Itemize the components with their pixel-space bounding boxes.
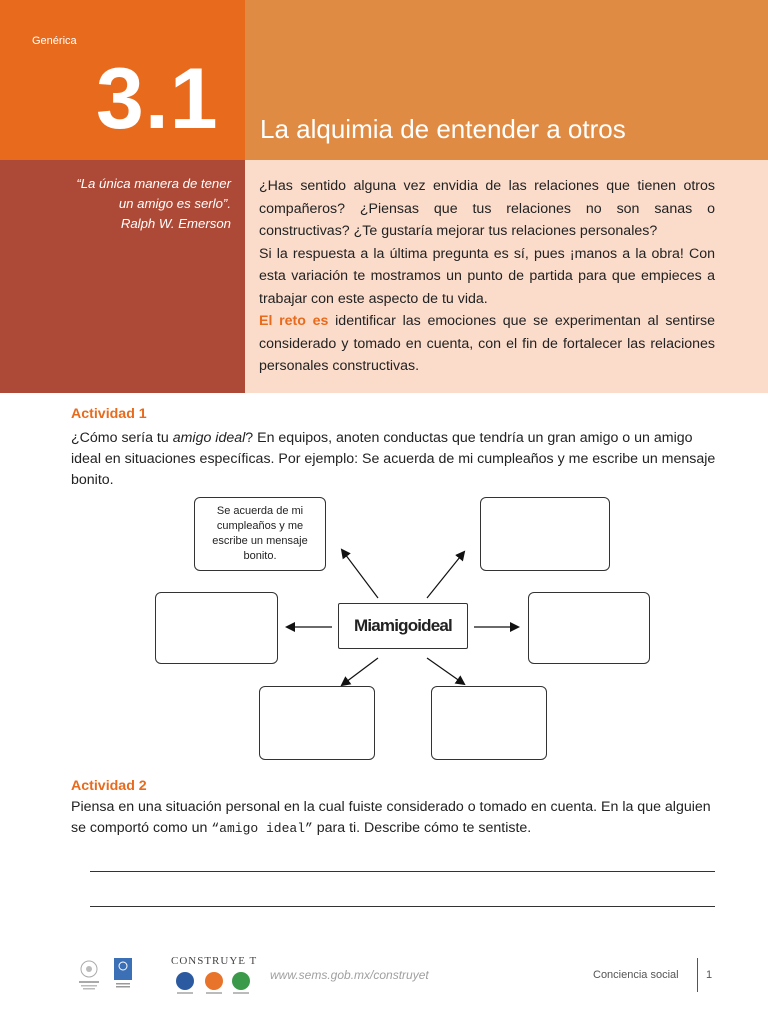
center-concept-label: Mi amigo ideal — [354, 616, 452, 635]
brand-wordmark: CONSTRUYE T — [171, 955, 258, 967]
arrow-top-left — [342, 550, 378, 598]
quote-line: “La única manera de tener — [76, 176, 231, 191]
activity2-instructions — [71, 797, 721, 839]
quote-line: un amigo es serlo”. — [118, 196, 231, 211]
arrow-bottom-left — [342, 658, 378, 685]
subject-label: Conciencia social — [593, 969, 679, 981]
lesson-number: 3.1 — [96, 51, 219, 147]
activity1-text: ? En equipos, anoten conductas que tendría un gran amigo o un amigo ideal en situaciones específicas. Por ejemplo: Se acuerda de mi cumpleaños y me escribe un mensaje bonito. — [71, 430, 716, 488]
arrow-top-right — [427, 552, 464, 598]
activity2-quoted-term: “amigo ideal” — [211, 821, 313, 836]
example-behavior-text: Se acuerda de mi cumpleaños y me escribe un mensaje bonito. — [212, 505, 308, 562]
intro-paragraph: ¿Has sentido alguna vez envidia de las relaciones que tienen otros compañeros? ¿Piensas que tus relaciones no son sanas o constructivas? ¿Te gustaría mejorar tus relaciones personales? — [259, 178, 715, 239]
activity2-text: para ti. Describe cómo te sentiste. — [312, 820, 532, 836]
answer-line[interactable] — [90, 906, 715, 907]
arrow-bottom-right — [427, 658, 464, 684]
activity2-title: Actividad 2 — [71, 778, 147, 794]
undp-logo — [114, 958, 132, 992]
activity1-title: Actividad 1 — [71, 406, 147, 422]
quote-author: Ralph W. Emerson — [120, 216, 231, 231]
challenge-text: identificar las emociones que se experimentan al sentirse considerado y tomado en cuenta, con el fin de fortalecer las relaciones personales constructivas. — [259, 313, 715, 374]
construye-t-logo — [171, 955, 259, 997]
intro-paragraph: Si la respuesta a la última pregunta es sí, pues ¡manos a la obra! Con esta variación te mostramos un punto de partida para que empieces a trabajar con este aspecto de tu vida. — [259, 245, 715, 307]
challenge-label: El reto es — [259, 313, 329, 329]
government-seal-logo — [76, 958, 102, 992]
activity1-emphasis: amigo ideal — [172, 430, 246, 446]
page-number: 1 — [706, 969, 713, 981]
category-label: Genérica — [32, 35, 77, 47]
page-title: La alquimia de entender a otros — [260, 114, 626, 144]
website-link[interactable]: www.sems.gob.mx/construyet — [270, 968, 429, 982]
activity1-text: ¿Cómo sería tu — [71, 430, 173, 446]
footer-divider — [697, 958, 698, 992]
answer-line[interactable] — [90, 871, 715, 872]
activity2-text: Piensa en una situación personal en la cual fuiste considerado o tomado en cuenta. En la que alguien se comportó como un — [71, 799, 711, 836]
